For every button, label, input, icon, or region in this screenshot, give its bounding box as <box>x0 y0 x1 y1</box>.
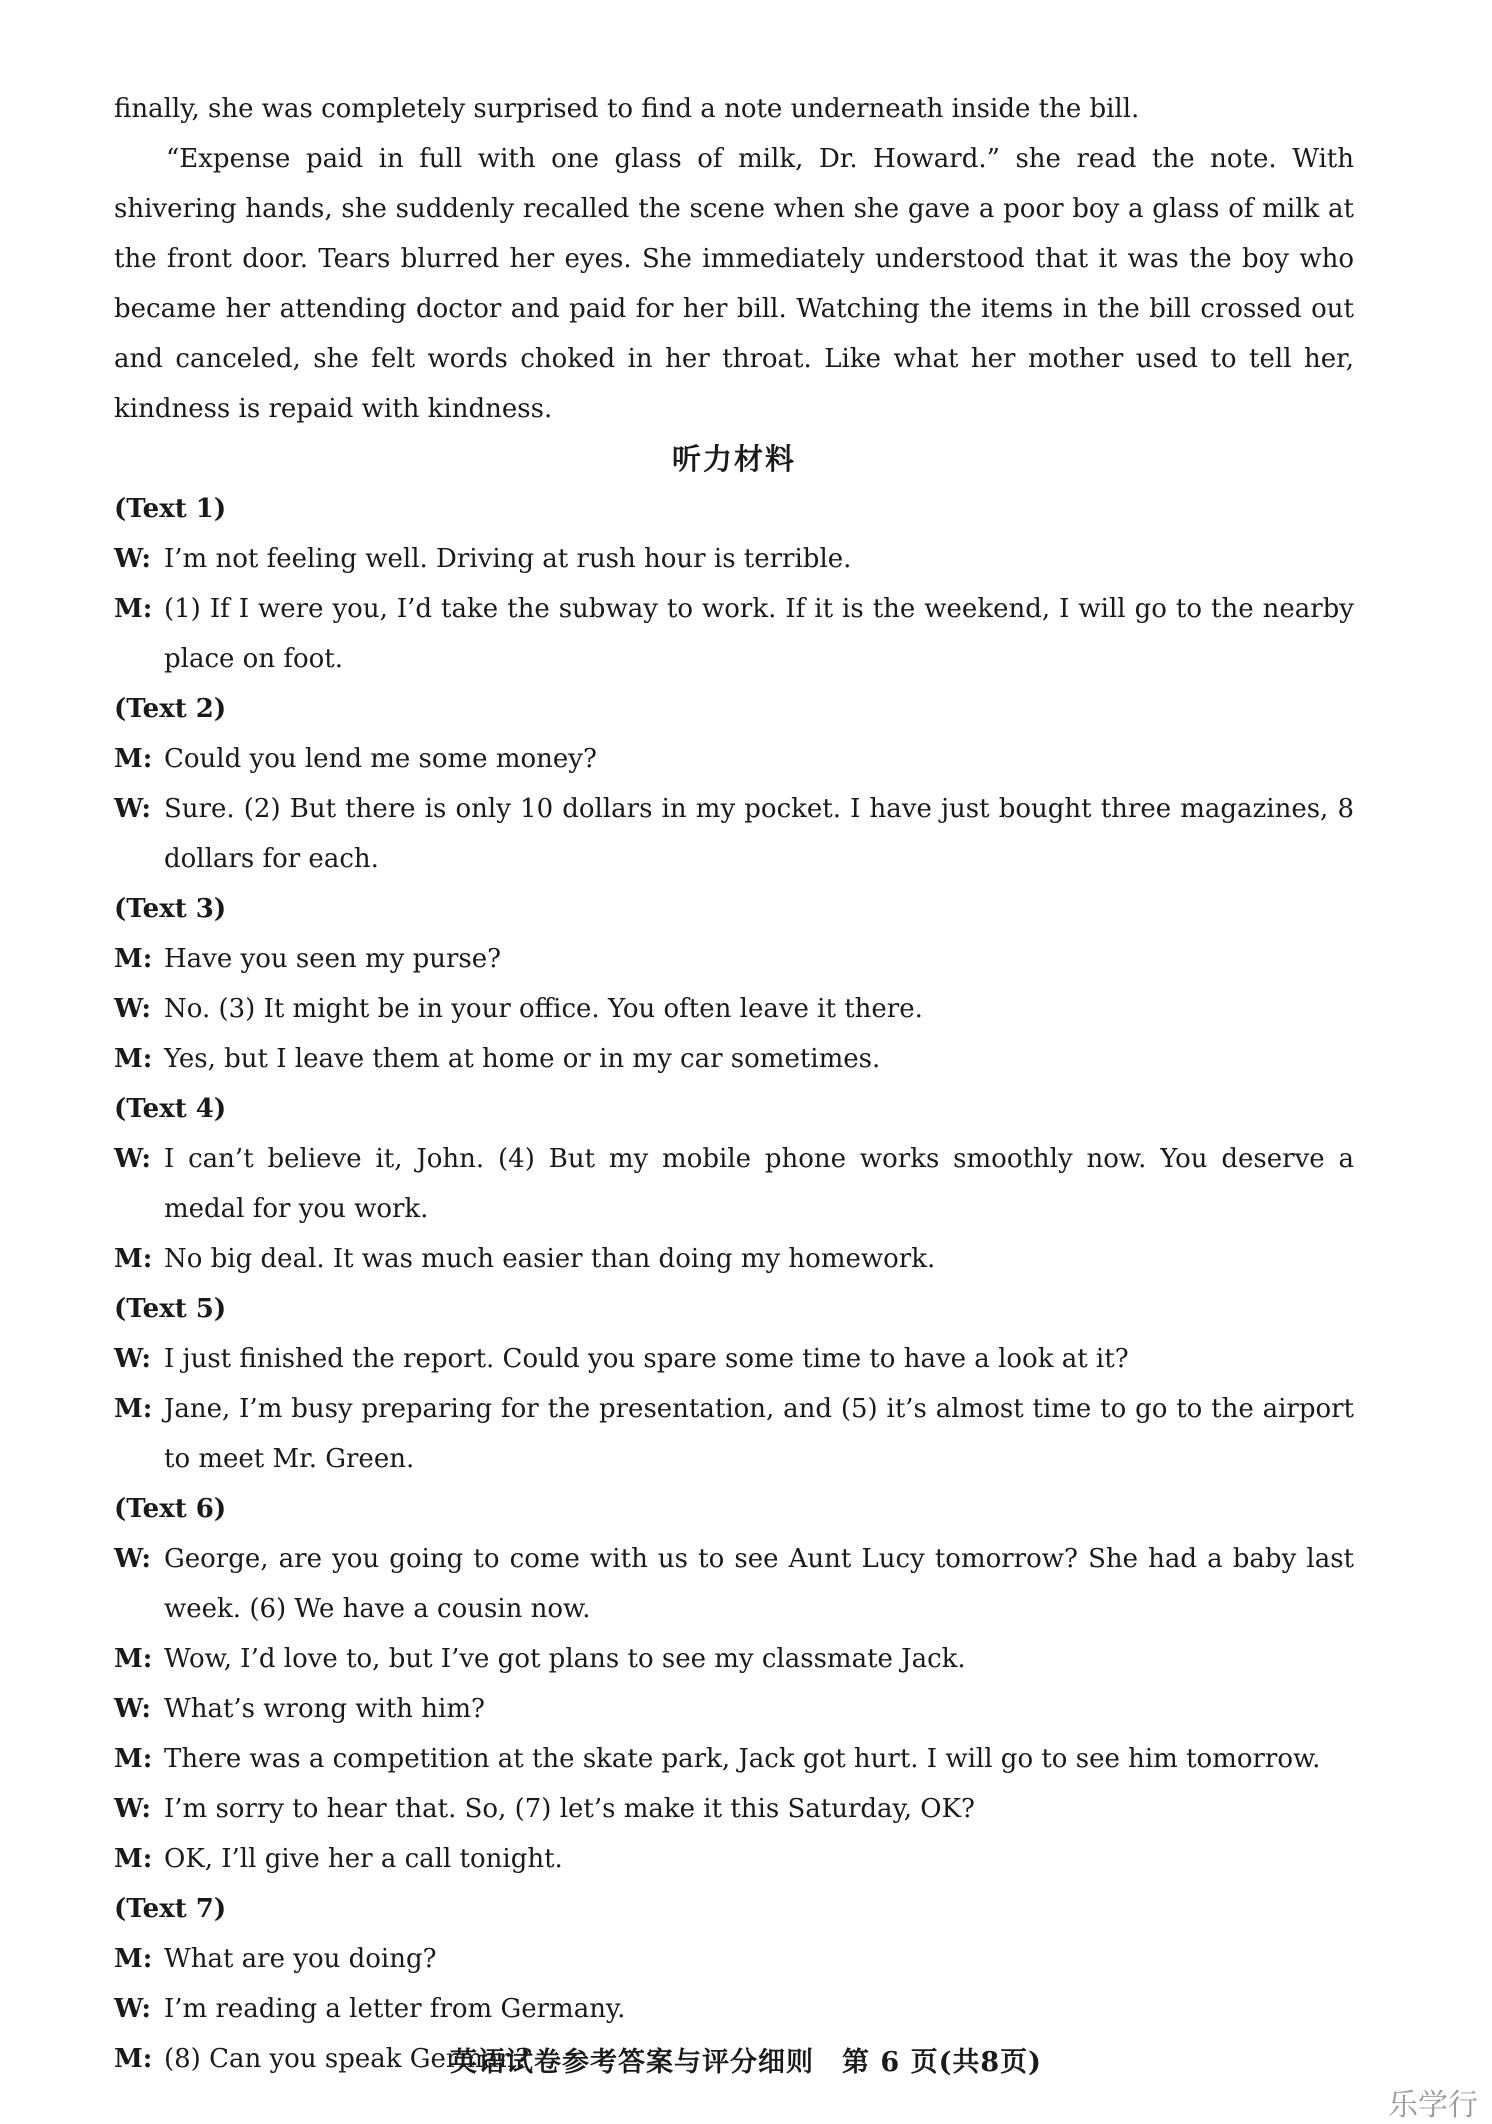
document-page <box>114 84 1354 2084</box>
dialogue-line <box>114 1984 1354 2034</box>
text-label: (Text 4) <box>114 1094 227 1124</box>
utterance-text: I’m not feeling well. Driving at rush hour is terrible. <box>164 544 852 574</box>
text-label: (Text 3) <box>114 894 227 924</box>
speaker-label: W: <box>114 1694 152 1724</box>
speaker-label: M: <box>114 1644 153 1674</box>
utterance-text: No. (3) It might be in your office. You often leave it there. <box>164 994 923 1024</box>
speaker-label: M: <box>114 1244 153 1274</box>
passage-paragraph-2: “Expense paid in full with one glass of milk, Dr. Howard.” she read the note. With shivering hands, she suddenly recalled the scene when she gave a poor boy a glass of milk at the front door. Tears blurred her eyes. She immediately understood that it was the boy who became her attending doctor and paid for her bill. Watching the items in the bill crossed out and canceled, she felt words choked in her throat. Like what her mother used to tell her, kindness is repaid with kindness. <box>114 144 1354 424</box>
speaker-label: W: <box>114 544 152 574</box>
utterance-text: I can’t believe it, John. (4) But my mobile phone works smoothly now. You deserve a medal for you work. <box>164 1144 1354 1224</box>
speaker-label: M: <box>114 1394 153 1424</box>
speaker-label: M: <box>114 1944 153 1974</box>
dialogue-line <box>114 1334 1354 1384</box>
speaker-label: W: <box>114 1144 152 1174</box>
utterance-text: OK, I’ll give her a call tonight. <box>164 1844 563 1874</box>
text-label: (Text 6) <box>114 1494 227 1524</box>
text-label: (Text 2) <box>114 694 227 724</box>
speaker-label: W: <box>114 1544 152 1574</box>
listening-transcripts <box>114 484 1354 2084</box>
utterance-text: I’m sorry to hear that. So, (7) let’s make it this Saturday, OK? <box>164 1794 975 1824</box>
dialogue-line <box>114 1634 1354 1684</box>
dialogue-line <box>114 784 1354 884</box>
speaker-label: W: <box>114 794 152 824</box>
dialogue-line <box>114 984 1354 1034</box>
dialogue-line <box>114 1384 1354 1484</box>
dialogue-line <box>114 734 1354 784</box>
utterance-text: (8) Can you speak German? <box>164 2044 530 2074</box>
speaker-label: M: <box>114 594 153 624</box>
dialogue-line <box>114 1934 1354 1984</box>
utterance-text: I’m reading a letter from Germany. <box>164 1994 626 2024</box>
utterance-text: Jane, I’m busy preparing for the presentation, and (5) it’s almost time to go to the airport to meet Mr. Green. <box>164 1394 1354 1474</box>
utterance-text: (1) If I were you, I’d take the subway to work. If it is the weekend, I will go to the nearby place on foot. <box>164 594 1354 674</box>
text-label: (Text 5) <box>114 1294 227 1324</box>
watermark-logo: 乐学行 <box>1388 2088 1478 2123</box>
utterance-text: There was a competition at the skate park, Jack got hurt. I will go to see him tomorrow. <box>164 1744 1321 1774</box>
text-label: (Text 7) <box>114 1894 227 1924</box>
utterance-text: I just finished the report. Could you spare some time to have a look at it? <box>164 1344 1129 1374</box>
dialogue-line <box>114 1134 1354 1234</box>
dialogue-line <box>114 1734 1354 1784</box>
dialogue-line <box>114 584 1354 684</box>
speaker-label: W: <box>114 994 152 1024</box>
utterance-text: George, are you going to come with us to see Aunt Lucy tomorrow? She had a baby last week. (6) We have a cousin now. <box>164 1544 1354 1624</box>
speaker-label: M: <box>114 1744 153 1774</box>
dialogue-line <box>114 1534 1354 1634</box>
utterance-text: Yes, but I leave them at home or in my car sometimes. <box>164 1044 881 1074</box>
dialogue-line <box>114 1684 1354 1734</box>
speaker-label: M: <box>114 1044 153 1074</box>
dialogue-line <box>114 534 1354 584</box>
utterance-text: Could you lend me some money? <box>164 744 597 774</box>
page-footer: 英语试卷参考答案与评分细则 第 6 页(共8页) <box>450 2047 1042 2078</box>
dialogue-line <box>114 1234 1354 1284</box>
dialogue-line <box>114 934 1354 984</box>
dialogue-line <box>114 1834 1354 1884</box>
text-label: (Text 1) <box>114 494 227 524</box>
dialogue-line <box>114 1034 1354 1084</box>
speaker-label: W: <box>114 1344 152 1374</box>
speaker-label: M: <box>114 744 153 774</box>
speaker-label: M: <box>114 2044 153 2074</box>
speaker-label: M: <box>114 1844 153 1874</box>
speaker-label: W: <box>114 1794 152 1824</box>
speaker-label: W: <box>114 1994 152 2024</box>
utterance-text: Sure. (2) But there is only 10 dollars in my pocket. I have just bought three magazines, 8 dollars for each. <box>164 794 1354 874</box>
section-title: 听力材料 <box>671 442 796 476</box>
utterance-text: Wow, I’d love to, but I’ve got plans to see my classmate Jack. <box>164 1644 966 1674</box>
utterance-text: No big deal. It was much easier than doing my homework. <box>164 1244 936 1274</box>
utterance-text: Have you seen my purse? <box>164 944 502 974</box>
dialogue-line <box>114 1784 1354 1834</box>
utterance-text: What are you doing? <box>164 1944 437 1974</box>
utterance-text: What’s wrong with him? <box>164 1694 485 1724</box>
passage-paragraph-1: finally, she was completely surprised to find a note underneath inside the bill. <box>114 94 1140 124</box>
speaker-label: M: <box>114 944 153 974</box>
